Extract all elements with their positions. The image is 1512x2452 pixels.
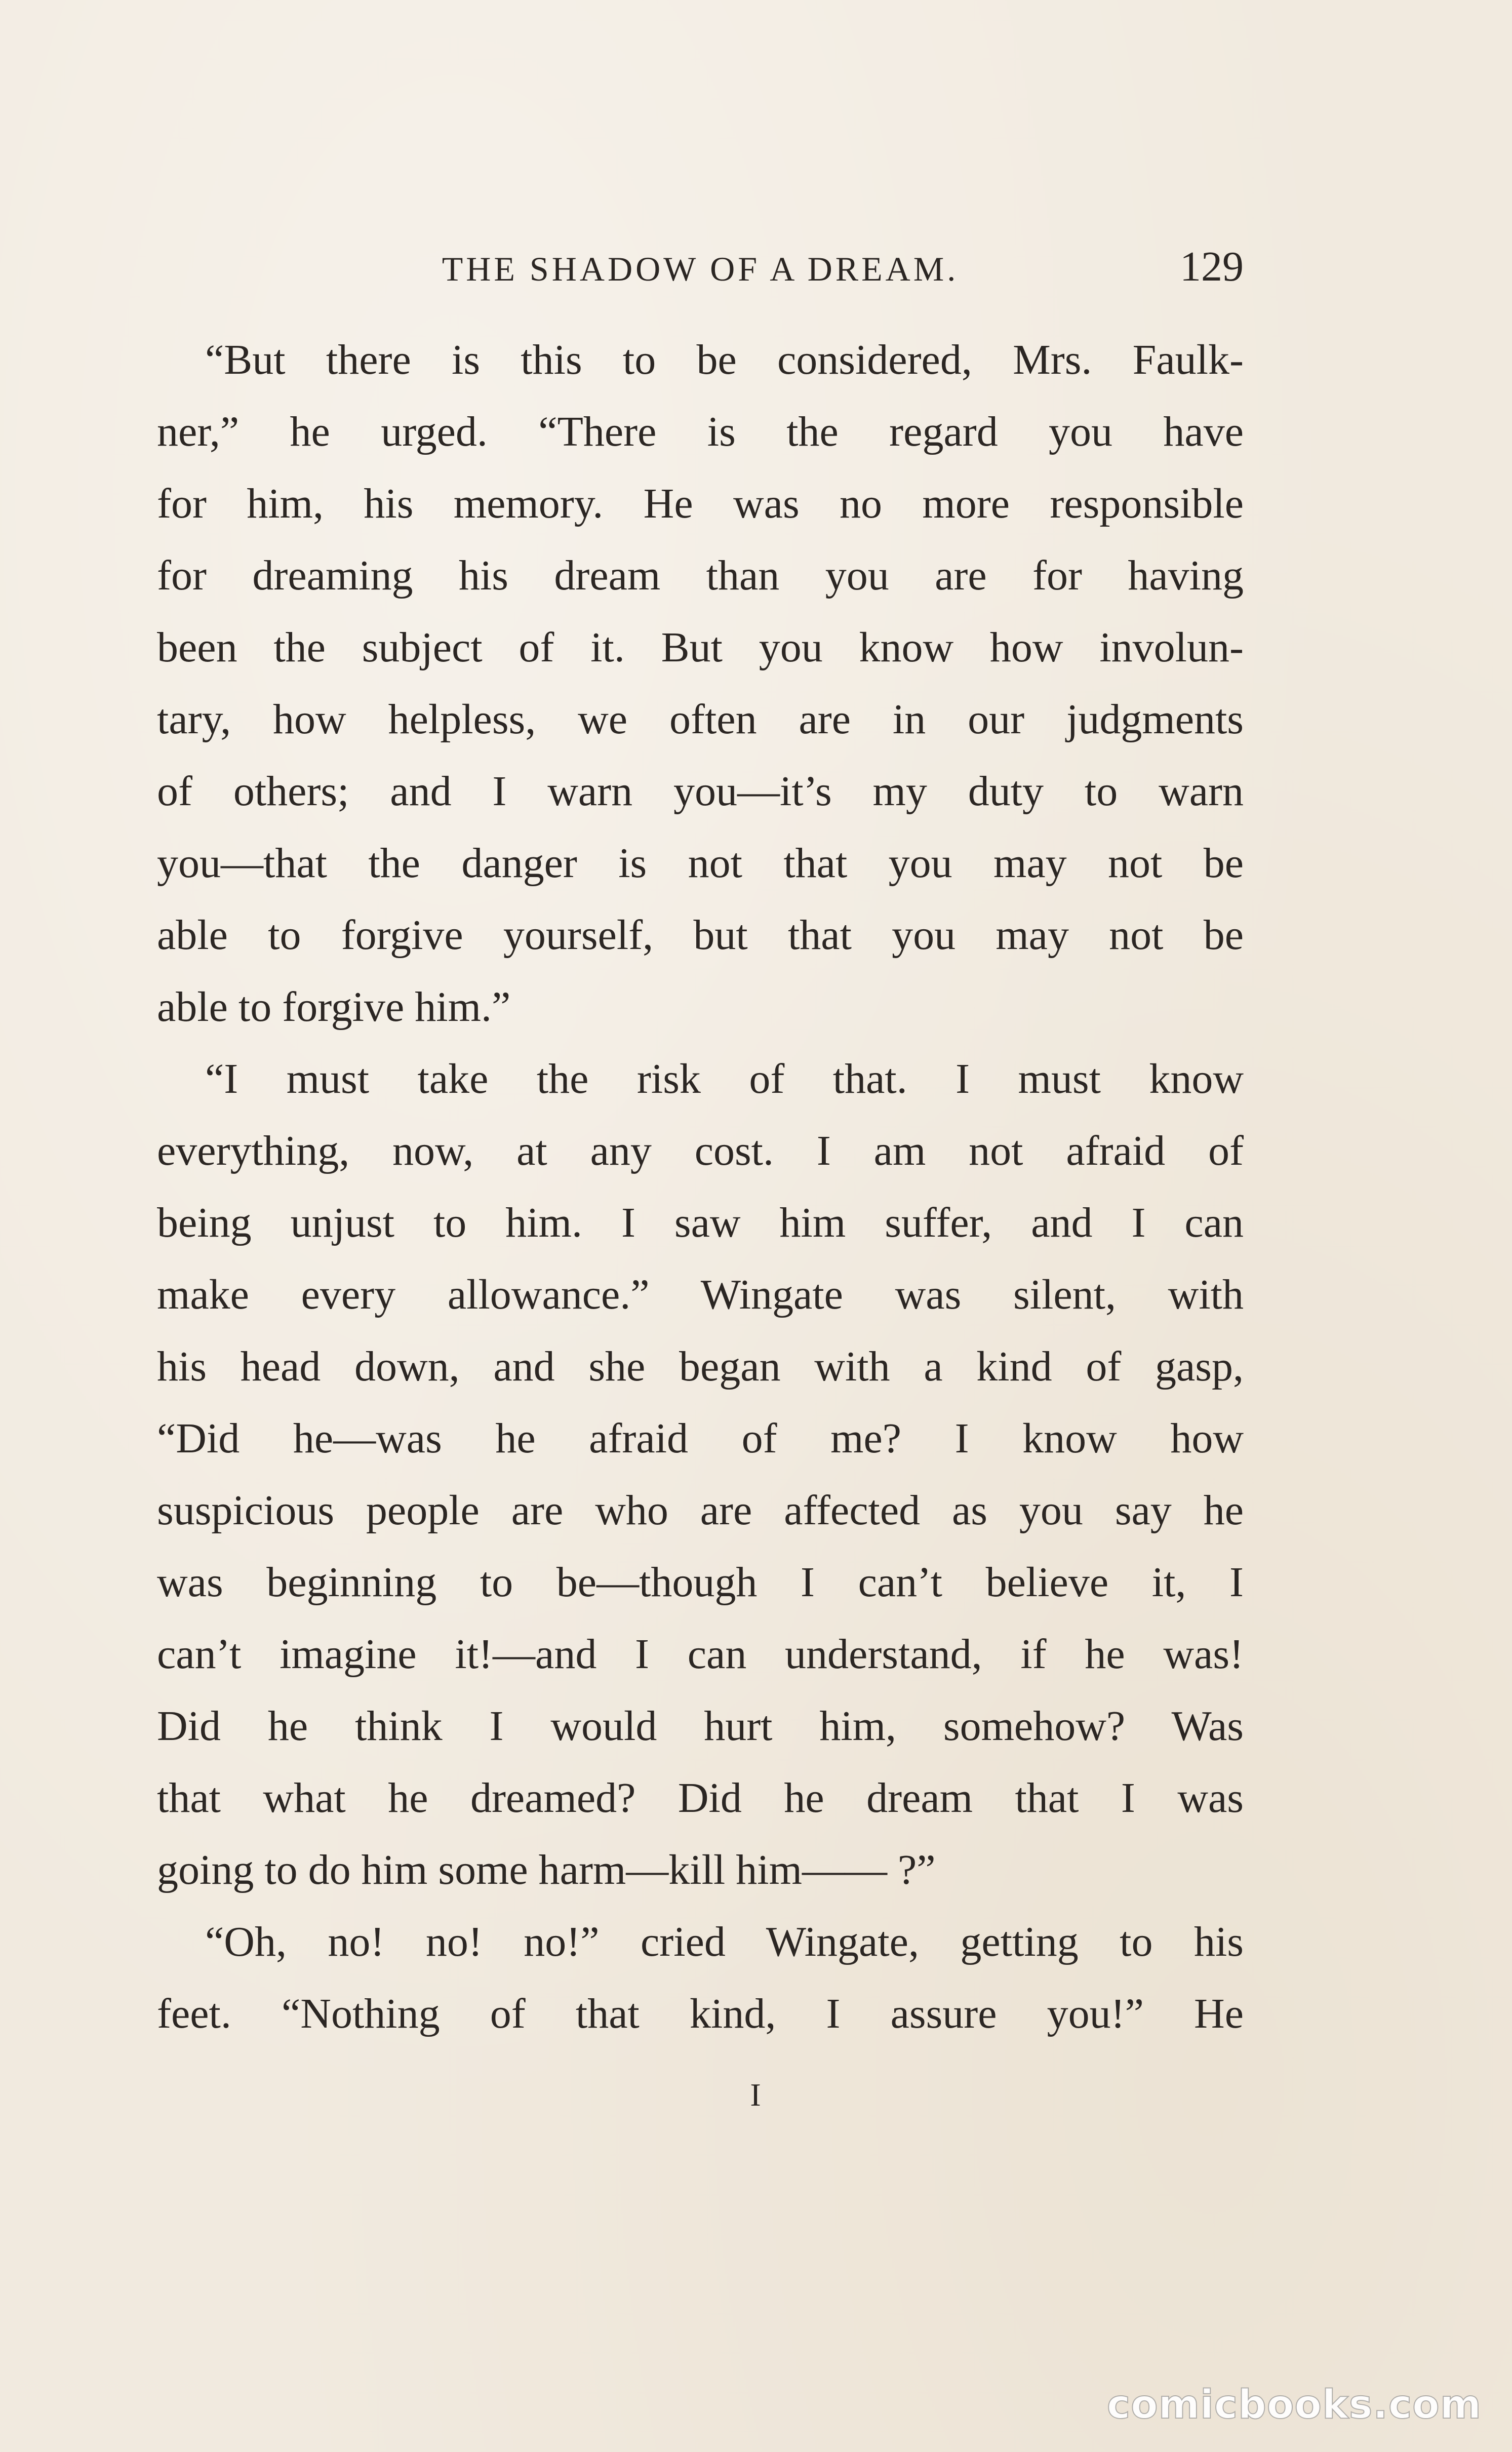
text-line: able to forgive yourself, but that you may not be (157, 912, 1244, 959)
text-line: suspicious people are who are affected as you say he (157, 1487, 1244, 1534)
text-line: “Oh, no! no! no!” cried Wingate, getting to his (205, 1918, 1244, 1965)
text-line: going to do him some harm—kill him—— ?” (157, 1846, 936, 1893)
text-line: ner,” he urged. “There is the regard you have (157, 408, 1244, 455)
text-line: been the subject of it. But you know how involun- (157, 624, 1244, 671)
text-line: make every allowance.” Wingate was silent, with (157, 1271, 1244, 1318)
page-number: 129 (1180, 243, 1244, 290)
text-line: everything, now, at any cost. I am not afraid of (157, 1127, 1244, 1174)
text-line: his head down, and she began with a kind of gasp, (157, 1343, 1244, 1390)
text-line: for dreaming his dream than you are for having (157, 552, 1244, 599)
text-line: that what he dreamed? Did he dream that I was (157, 1774, 1244, 1822)
text-line: was beginning to be—though I can’t believe it, I (157, 1559, 1244, 1606)
watermark: comicbooks.com (1106, 2382, 1482, 2428)
text-line: being unjust to him. I saw him suffer, and I can (157, 1199, 1244, 1246)
text-line: you—that the danger is not that you may not be (157, 840, 1244, 887)
signature-mark: I (750, 2077, 762, 2113)
text-line: “I must take the risk of that. I must know (205, 1055, 1244, 1102)
body-text (157, 324, 1244, 2050)
running-title: THE SHADOW OF A DREAM. (442, 250, 959, 288)
text-line: tary, how helpless, we often are in our judgments (157, 696, 1244, 743)
text-line: able to forgive him.” (157, 983, 511, 1031)
page-header (157, 238, 1244, 299)
text-line: of others; and I warn you—it’s my duty to warn (157, 768, 1244, 815)
text-line: Did he think I would hurt him, somehow? Was (157, 1703, 1244, 1750)
text-line: “Did he—was he afraid of me? I know how (157, 1415, 1244, 1462)
text-line: “But there is this to be considered, Mrs. Faulk- (205, 336, 1244, 383)
text-line: feet. “Nothing of that kind, I assure you!” He (157, 1990, 1244, 2037)
text-line: for him, his memory. He was no more responsible (157, 480, 1244, 527)
text-line: can’t imagine it!—and I can understand, if he was! (157, 1631, 1244, 1678)
